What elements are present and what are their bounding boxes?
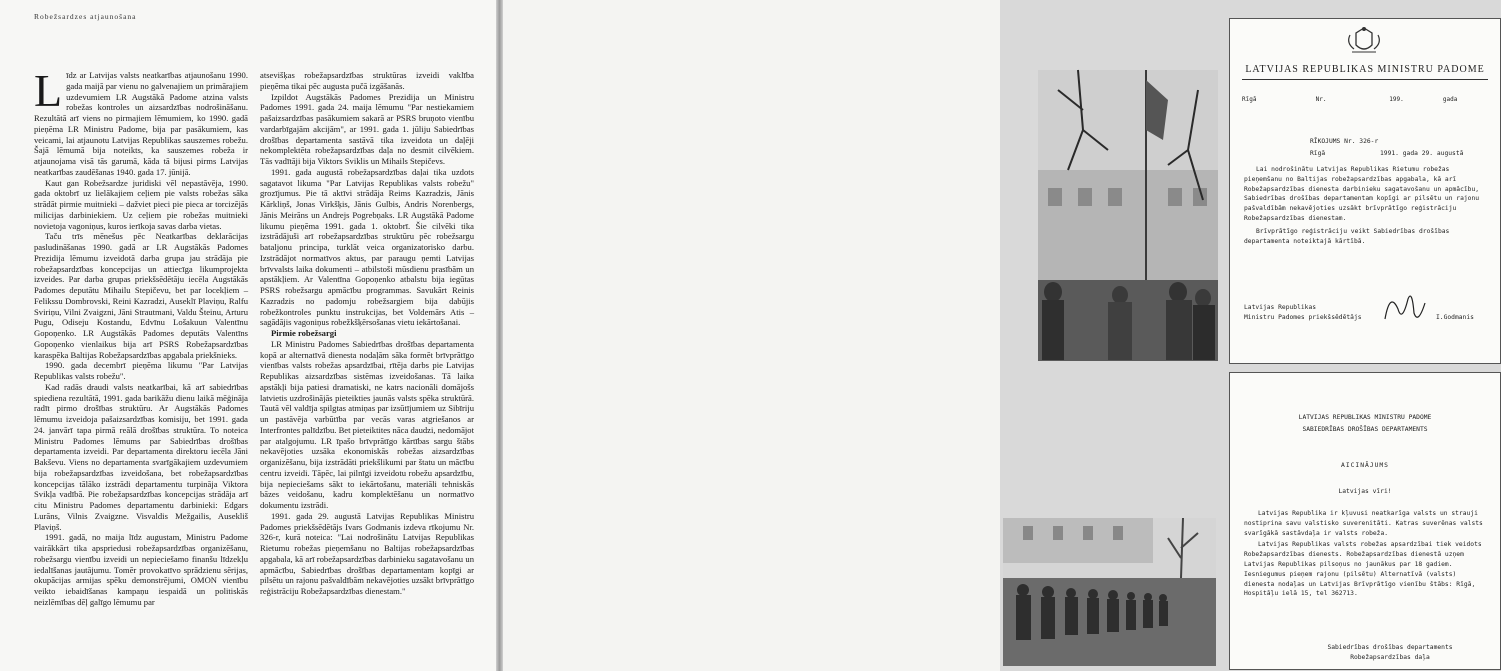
paragraph: 1990. gada decembrī pieņēma likumu "Par Latvijas Republikas valsts robežu". <box>34 360 248 381</box>
decree-document <box>1229 18 1501 364</box>
appeal-header-2: SABIEDRĪBAS DROŠĪBAS DEPARTAMENTS <box>1302 426 1428 433</box>
paragraph: īdz ar Latvijas valsts neatkarības atjaunošanu 1990. gada maijā par vienu no galvenajiem un primārajiem uzdevumiem LR Augstākā Padome atzina valsts robežas kontroles un aizsardzības nodrošināšanu. Rezultātā arī viens no pirmajiem lēmumiem, ko 1990. gadā pieņēma LR Ministru Padome, bija par pasākumiem, kas veicami, lai atjaunotu Latvijas Republikas sauszemes robežu. Šajā lēmumā bija noteikts, ka sauszemes robeža ir atjaunojama visā tās garumā, kāda tā bijusi pirms Latvijas neatkarības zaudēšanas 1940. gada 17. jūnijā. <box>34 70 248 177</box>
photo-marching-guards <box>1003 518 1216 666</box>
form-field: 199. <box>1389 96 1404 103</box>
appeal-document <box>1229 372 1501 670</box>
photo-flag-raising <box>1038 70 1218 361</box>
paragraph: 1991. gada augustā robežapsardzības daļai tika uzdots sagatavot likuma "Par Latvijas Republikas valsts robežu" grozījumus. Pie tā aktīvi strādāja Reims Kazradzis, Jānis Kārkliņš, Jonas Virkšķis, Jānis Gulbis, Andris Norenbergs, Jānis Meirāns un Andrejs Pogrebņaks. LR Augstākā Padome likumu pieņēma 1991. gada 1. oktobrī. Šie cilvēki tika izstrādājuši arī robežapsardzības struktūru pēc robežsargu bataljonu principa, turklāt veica organizatorisko darbu. Izstrādājot normatīvos aktus, par paraugu ņemti Latvijas brīvvalsts laika dokumenti – atbilstoši mūsdienu prasībām un apstākļiem. Ar Valentīna Gopoņenko atbalstu bija iegūtas PSRS robežsargu apmācību programmas. Savukārt Reinis Kazradzis no padomju robežsargiem bija dabūjis robežkontroles punktu instrukcijas, bet Voldemārs Atis – sagādājis vagoniņus robežkšķērsošanas vietu iekārtošanai. <box>260 166 474 328</box>
appeal-paragraph: Latvijas Republikas valsts robežas apsardzībai tiek veidots Robežapsardzības dienests. Robežapsardzības dienestā uzņem Latvijas Republikas pilsoņus no jaunākus par 18 gadiem. Iesniegumus pieņem rajonu (pilsētu) Alternatīvā (valsts) dienesta nodaļas un Latvijas Brīvprātīgo vienību štābs: Rīgā, Hospitāļu ielā 15, tel 362713. <box>1244 541 1482 598</box>
paragraph: LR Ministru Padomes Sabiedrības drošības departamenta kopā ar alternatīvā dienesta nodaļām sāka formēt brīvprātīgo vienības valsts robežas apsardzībai, rītēja darbs pie Latvijas Republikas aizsardzības sistēmas izveidošanas. Tā laika apstākļi bija patiesi dramatiski, ne katrs nacionāli domājošs latvietis uzdrošinājās pieteikties jaunās valsts spēka struktūrā. Tautā vēl valdīja spilgtas atmiņas par izsūtījumiem uz Sibīriju un pastāvēja varbūtība par vecās varas atgriešanos ar Interfrontes palīdzību. Bet pieteiktites nāca daudzi, nedomājot par atalgojumu. LR īpašo brīvprātīgo kārtības sargu štābs nekavējoties uzsāka ekonomiskās robežas aizsardzības organizēšanu, bija izstrādāti priekšlikumi par štatu un mācību centru izveidi. Tāpēc, lai pilnīgi izveidotu robežu apsardzību, bija nepieciešams sākt to iekārtošanu, materiāli tehniskās bāzes veidošanu, kadru komplektēšanu un normatīvo dokumentu izstrādi. <box>260 338 474 510</box>
signatory-title <box>1244 303 1384 323</box>
appeal-body <box>1244 509 1488 599</box>
running-head: Robežsardzes atjaunošana <box>34 12 137 21</box>
paragraph: Taču trīs mēnešus pēc Neatkarības deklarācijas pasludināšanas 1990. gadā ar LR Augstākās Padomes Prezidija lēmumu izveidotā darba grupa jau strādāja pie robežapsardzības koncepcijas un attiecīga likumprojekta izveides. Par darba grupas priekšsēdētāju iecēla Augstākās Padomes deputātu Mihailu Stepičevu, bet par locekļiem – Felikssu Dombrovski, Reini Kazradzi, Auseklī Plaviņu, Ralfu Sviriņu, Vilni Zvaigzni, Jāni Strautmani, Valdu Šteinu, Arturu Pugu, Odiseju Kostandu, Edvīnu Lošakuun Valentīnu Gopoņenko. LR Augstākās Padomes deputāts Valentīns Gopoņenko vienlaikus bija arī PSRS Robežapsardzības karaspēka Baltijas Robežapsardzības apgabala priekšnieks. <box>34 231 248 360</box>
decree-body <box>1244 165 1488 246</box>
appeal-header-1: LATVIJAS REPUBLIKAS MINISTRU PADOME <box>1298 414 1432 421</box>
form-field: Nr. <box>1315 96 1327 103</box>
decree-date: 1991. gada 29. augustā <box>1380 150 1464 157</box>
appeal-footer-1: Sabiedrības drošības departaments <box>1327 644 1453 651</box>
decree-title: RĪKOJUMS Nr. 326-r <box>1310 138 1379 145</box>
paragraph: 1991. gadā, no maija līdz augustam, Ministru Padome vairākkārt tika apspriedusi robežapsardzības organizēšanu, robežsargu vienību izveidi un nepieciešamo finanšu līdzekļu iedalīšanas jautājumu. Tomēr provokatīvo sprādzienu sērijas, okupācijas armijas spēku demonstrējumi, OMON vienību veikto iebaidīšanas kampaņu iespaidā un politiskās neizlēmības dēļ galīgo lēmumu par <box>34 532 248 607</box>
paragraph: Izpildot Augstākās Padomes Prezidija un Ministru Padomes 1991. gada 24. maija lēmumu "Par nestiekamiem pašaizsardzības pasākumiem sakarā ar PSRS bruņoto vienību vardarbīgajām akcijām", ar 1991. gada 1. jūliju Sabiedrības drošības departamenta sastāvā tika izveidota un daļēji nekomplektēta robežapsardzības daļa no desmit cilvēkiem. Tās vadītāji bija Viktors Sviklis un Mihails Stepičevs. <box>260 91 474 166</box>
form-field: gada <box>1442 96 1458 103</box>
signatory-line: Ministru Padomes priekšsēdētājs <box>1244 313 1362 321</box>
document-header: LATVIJAS REPUBLIKAS MINISTRU PADOME <box>1245 64 1485 75</box>
paragraph: atsevišķas robežapsardzības struktūras izveidi vaklība pieņēma tikai pēc augusta pučā izgāšanās. <box>260 70 474 91</box>
form-field: Rīgā <box>1242 96 1257 103</box>
book-gutter <box>496 0 503 671</box>
handwritten-signature <box>1380 289 1430 329</box>
decree-place: Rīgā <box>1310 150 1326 157</box>
decree-paragraph: Brīvprātīgo reģistrāciju veikt Sabiedrības drošības departamenta noteiktajā kārtībā. <box>1244 227 1450 245</box>
appeal-salutation: Latvijas vīri! <box>1338 488 1392 495</box>
appeal-paragraph: Latvijas Republika ir kļuvusi neatkarīga valsts un strauji nostiprina savu valstisko suverenitāti. Katras suverēnas valsts svarīgākā sastāvdaļa ir valsts robeža. <box>1244 510 1483 537</box>
signatory-name: I.Godmanis <box>1436 314 1474 321</box>
coat-of-arms-icon <box>1342 25 1386 55</box>
paragraph: 1991. gada 29. augustā Latvijas Republikas Ministru Padomes priekšsēdētājs Ivars Godmanis izdeva rīkojumu Nr. 326-r, kurā noteica: "Lai nodrošinātu Latvijas Republikas Rietumu robežas pieņemšanu no Baltijas robežapsardzības apgabala, kā arī robežapsardzības darbinieku sagatavošanu un apmācību, Sabiedrības drošības departamentam kopīgi ar pilsētu un rajonu pašvaldībām nekavējoties uzsākt brīvprātīgo reģistrāciju Robežapsardzības dienestam." <box>260 510 474 596</box>
header-rule <box>1242 79 1488 80</box>
text-column-2 <box>260 70 474 597</box>
signatory-line: Latvijas Republikas <box>1244 304 1317 311</box>
decree-paragraph: Lai nodrošinātu Latvijas Republikas Rietumu robežas pieņemšanu no Baltijas robežapsardzības apgabala, kā arī Robežapsardzības dienesta darbinieku sagatavošanu un apmācību, Sabiedrības drošības departamentam kopīgi ar pilsētu un rajonu pašvaldībām nekavējoties uzsākt brīvprātīgo reģistrāciju Robežapsardzības dienestam. <box>1244 166 1480 222</box>
drop-cap: L <box>34 65 63 116</box>
paragraph: Kaut gan Robežsardze juridiski vēl nepastāvēja, 1990. gada oktobrī uz lielākajiem ceļiem pie valsts robežas sāka strādāt pirmie muitnieki – dažviet pieci pie pieca ar torcizējās milicijas darbiniekiem. Uz ceļiem pie robežas muitnieki novietoja vagoniņus, kuros ierīkoja savas darba vietas. <box>34 177 248 231</box>
left-page <box>0 0 496 671</box>
right-page <box>503 0 1485 671</box>
appeal-title: AICINĀJUMS <box>1341 462 1389 469</box>
appeal-footer-2: Robežapsardzības daļa <box>1350 654 1430 661</box>
form-fields <box>1242 95 1488 105</box>
paragraph: Kad radās draudi valsts neatkarībai, kā arī sabiedrības spiediena rezultātā, 1991. gada barikāžu dienu laikā mēģināja radīt pirmo drošības struktūru. Ar Augstākās Padomes lēmumu izveidoja pašaizsardzības komisiju, bet 1991. gada 24. janvārī tapa pirmā reālā drošības struktūra. To noteica Ministru Padomes lēmums par Sabiedrības drošības departamenta izveidi. Par departamenta direktoru iecēla Jāni Bakševu. Viens no departamenta svarīgākajiem uzdevumiem bija robežapsardzības izveidošana, bet robežapsardzības koncepcijas tālāko izstrādi departamentu turpināja Viktora Svikļa vadībā. Pie robežapsardzības koncepcijas strādāja arī citu Ministru Padomes departamentu darbinieki: Edgars Lurāns, Vilnis Zvaigzne. Visvaldis Mežgailis, Ausekliš Plaviņš. <box>34 381 248 532</box>
section-heading: Pirmie robežsargi <box>271 328 337 338</box>
text-column-1 <box>34 65 248 608</box>
